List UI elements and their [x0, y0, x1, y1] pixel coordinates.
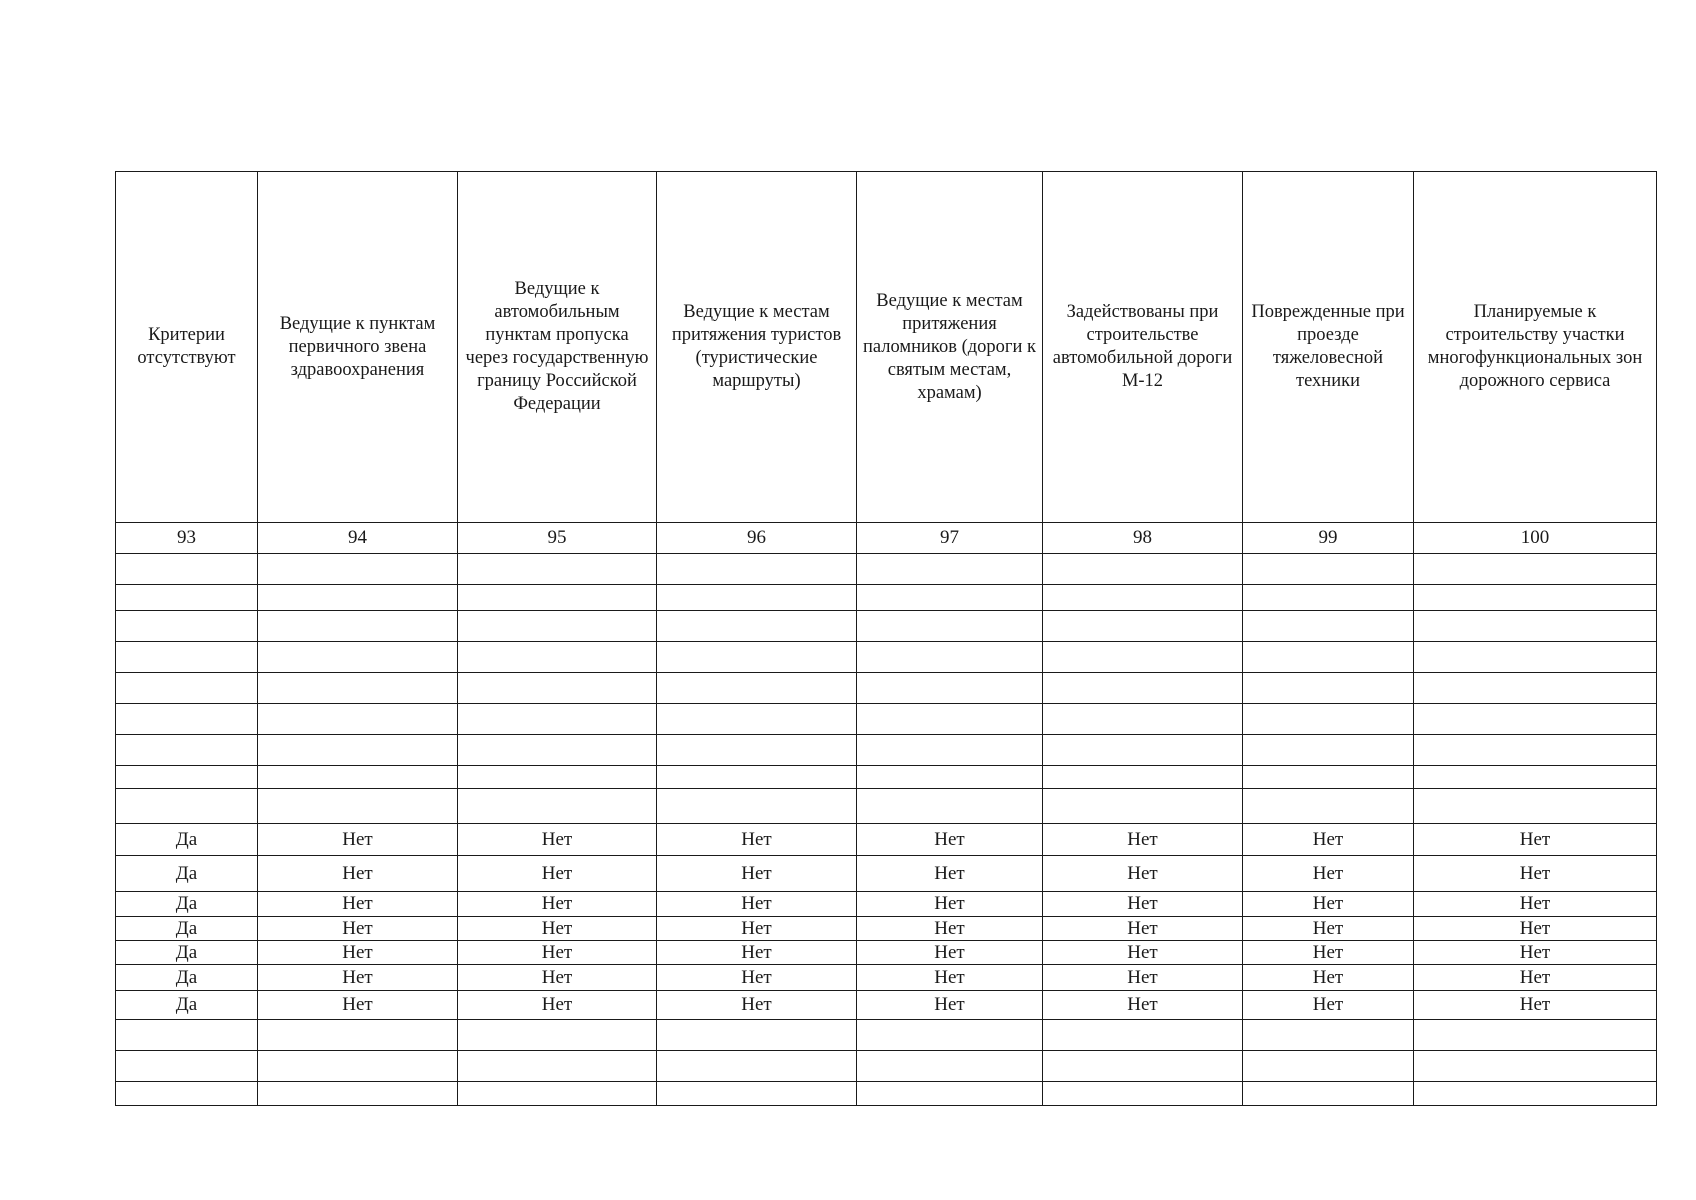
table-cell	[1243, 585, 1414, 611]
column-number-cell: 97	[857, 523, 1043, 554]
table-cell	[258, 585, 458, 611]
table-cell: Нет	[458, 856, 657, 892]
table-cell	[116, 735, 258, 766]
table-cell	[458, 611, 657, 642]
table-row	[116, 1082, 1657, 1106]
table-cell: Нет	[1414, 941, 1657, 965]
table-cell: Нет	[1414, 917, 1657, 941]
table-cell	[657, 1020, 857, 1051]
table-cell: Нет	[1243, 824, 1414, 856]
table-cell: Нет	[458, 892, 657, 917]
table-cell	[1414, 585, 1657, 611]
table-body	[116, 172, 1657, 1106]
table-cell	[1043, 704, 1243, 735]
table-cell: Нет	[1243, 991, 1414, 1020]
table-cell	[458, 766, 657, 789]
table-cell	[1243, 611, 1414, 642]
table-cell	[657, 766, 857, 789]
table-cell	[657, 1082, 857, 1106]
table-cell: Нет	[258, 892, 458, 917]
table-cell: Нет	[458, 917, 657, 941]
table-cell: Нет	[1043, 856, 1243, 892]
table-row	[116, 856, 1657, 892]
table-cell: Нет	[857, 965, 1043, 991]
table-cell: Нет	[657, 941, 857, 965]
table-cell: Нет	[458, 991, 657, 1020]
table-cell	[1243, 735, 1414, 766]
table-cell: Да	[116, 917, 258, 941]
table-row	[116, 917, 1657, 941]
table-cell	[1043, 642, 1243, 673]
table-cell: Нет	[1414, 965, 1657, 991]
table-cell	[1414, 704, 1657, 735]
column-number-cell: 96	[657, 523, 857, 554]
table-cell: Да	[116, 991, 258, 1020]
table-cell	[1043, 1020, 1243, 1051]
table-cell	[258, 554, 458, 585]
table-row	[116, 1051, 1657, 1082]
table-cell	[857, 673, 1043, 704]
table-cell	[657, 611, 857, 642]
table-cell: Нет	[857, 824, 1043, 856]
column-number-cell: 98	[1043, 523, 1243, 554]
table-cell	[1043, 789, 1243, 824]
table-cell	[1243, 704, 1414, 735]
table-cell	[657, 585, 857, 611]
table-cell: Нет	[258, 941, 458, 965]
table-cell	[1043, 1051, 1243, 1082]
table-cell	[1414, 554, 1657, 585]
table-cell	[116, 642, 258, 673]
table-cell: Нет	[1043, 991, 1243, 1020]
table-row	[116, 611, 1657, 642]
table-row	[116, 991, 1657, 1020]
column-number-cell: 94	[258, 523, 458, 554]
table-cell	[1043, 554, 1243, 585]
table-row	[116, 789, 1657, 824]
table-cell: Нет	[857, 941, 1043, 965]
table-cell	[857, 704, 1043, 735]
table-cell: Нет	[1243, 965, 1414, 991]
table-cell: Нет	[1414, 892, 1657, 917]
table-cell: Нет	[657, 917, 857, 941]
table-cell	[116, 766, 258, 789]
table-cell	[258, 789, 458, 824]
header-cell-heavy-vehicle-damage: Поврежденные при проезде тяжеловесной техники	[1243, 172, 1414, 523]
table-cell	[857, 735, 1043, 766]
table-cell: Нет	[258, 856, 458, 892]
table-row	[116, 965, 1657, 991]
table-cell: Да	[116, 856, 258, 892]
table-cell	[116, 1020, 258, 1051]
table-cell: Нет	[1414, 991, 1657, 1020]
table-cell: Нет	[458, 824, 657, 856]
table-cell: Нет	[258, 824, 458, 856]
table-cell	[258, 1020, 458, 1051]
table-cell	[258, 766, 458, 789]
table-cell	[1414, 1082, 1657, 1106]
table-cell	[857, 611, 1043, 642]
table-row	[116, 735, 1657, 766]
table-cell: Нет	[1043, 965, 1243, 991]
table-cell	[258, 735, 458, 766]
column-number-cell: 93	[116, 523, 258, 554]
table-row	[116, 704, 1657, 735]
table-cell	[1414, 766, 1657, 789]
table-cell	[1243, 554, 1414, 585]
table-cell	[1043, 766, 1243, 789]
table-row	[116, 941, 1657, 965]
header-cell-pilgrim-routes: Ведущие к местам притяжения паломников (дороги к святым местам, храмам)	[857, 172, 1043, 523]
header-row	[116, 172, 1657, 523]
table-cell	[1243, 673, 1414, 704]
table-cell: Нет	[258, 965, 458, 991]
table-cell	[258, 1082, 458, 1106]
table-cell	[1043, 585, 1243, 611]
table-cell: Нет	[1414, 824, 1657, 856]
table-cell	[458, 704, 657, 735]
table-cell	[458, 642, 657, 673]
table-cell: Нет	[1043, 892, 1243, 917]
table-row	[116, 766, 1657, 789]
table-cell	[458, 585, 657, 611]
header-cell-tourist-routes: Ведущие к местам притяжения туристов (туристические маршруты)	[657, 172, 857, 523]
table-cell	[1243, 789, 1414, 824]
table-cell	[1043, 735, 1243, 766]
table-row	[116, 642, 1657, 673]
table-cell: Нет	[857, 892, 1043, 917]
table-cell	[258, 642, 458, 673]
table-cell: Нет	[657, 856, 857, 892]
table-cell	[1243, 1051, 1414, 1082]
table-cell: Нет	[1043, 824, 1243, 856]
table-cell: Нет	[1414, 856, 1657, 892]
table-cell	[1043, 673, 1243, 704]
table-cell	[1414, 1051, 1657, 1082]
table-cell	[657, 673, 857, 704]
table-cell	[1043, 611, 1243, 642]
table-cell	[116, 554, 258, 585]
table-cell	[657, 704, 857, 735]
table-cell	[657, 789, 857, 824]
table-cell: Нет	[258, 917, 458, 941]
table-cell	[657, 1051, 857, 1082]
table-cell	[1414, 642, 1657, 673]
table-cell	[116, 585, 258, 611]
table-cell	[458, 735, 657, 766]
table-cell	[458, 1082, 657, 1106]
header-cell-healthcare: Ведущие к пунктам первичного звена здравоохранения	[258, 172, 458, 523]
table-cell: Нет	[258, 991, 458, 1020]
header-cell-service-zones: Планируемые к строительству участки многофункциональных зон дорожного сервиса	[1414, 172, 1657, 523]
criteria-table	[115, 171, 1657, 1106]
table-cell	[857, 1082, 1043, 1106]
table-cell	[258, 673, 458, 704]
table-cell	[458, 554, 657, 585]
column-number-cell: 99	[1243, 523, 1414, 554]
header-cell-m12-construction: Задействованы при строительстве автомобильной дороги М-12	[1043, 172, 1243, 523]
table-cell	[1414, 673, 1657, 704]
table-cell	[657, 554, 857, 585]
table-cell	[1414, 611, 1657, 642]
table-row	[116, 824, 1657, 856]
table-cell: Нет	[857, 991, 1043, 1020]
table-cell: Да	[116, 892, 258, 917]
table-cell: Нет	[1243, 917, 1414, 941]
table-cell	[116, 789, 258, 824]
table-cell: Нет	[458, 941, 657, 965]
table-cell: Нет	[657, 892, 857, 917]
table-cell	[1243, 766, 1414, 789]
table-cell: Нет	[657, 991, 857, 1020]
table-row	[116, 673, 1657, 704]
table-cell	[1043, 1082, 1243, 1106]
table-cell: Да	[116, 965, 258, 991]
table-cell: Нет	[657, 965, 857, 991]
criteria-table-container	[115, 171, 1656, 1106]
table-cell	[116, 673, 258, 704]
table-cell	[1243, 642, 1414, 673]
table-cell	[857, 1051, 1043, 1082]
table-cell: Нет	[657, 824, 857, 856]
table-cell: Нет	[458, 965, 657, 991]
table-cell	[458, 673, 657, 704]
table-cell	[258, 704, 458, 735]
table-cell	[116, 704, 258, 735]
header-cell-border-checkpoints: Ведущие к автомобильным пунктам пропуска через государственную границу Российской Федерации	[458, 172, 657, 523]
table-cell	[258, 611, 458, 642]
table-cell	[857, 585, 1043, 611]
table-cell: Нет	[1243, 892, 1414, 917]
header-cell-criteria-absent: Критерии отсутствуют	[116, 172, 258, 523]
table-cell: Да	[116, 824, 258, 856]
table-cell	[1414, 1020, 1657, 1051]
table-cell: Нет	[1043, 917, 1243, 941]
column-number-cell: 95	[458, 523, 657, 554]
table-cell	[657, 642, 857, 673]
table-cell: Нет	[857, 856, 1043, 892]
column-number-row	[116, 523, 1657, 554]
table-cell	[857, 789, 1043, 824]
table-row	[116, 585, 1657, 611]
table-cell: Нет	[1243, 941, 1414, 965]
table-row	[116, 1020, 1657, 1051]
table-cell: Нет	[857, 917, 1043, 941]
table-cell	[458, 1020, 657, 1051]
table-cell	[116, 611, 258, 642]
table-cell	[458, 789, 657, 824]
table-row	[116, 554, 1657, 585]
table-cell	[857, 554, 1043, 585]
table-cell	[1414, 789, 1657, 824]
table-cell	[657, 735, 857, 766]
table-cell: Да	[116, 941, 258, 965]
table-cell	[116, 1082, 258, 1106]
table-cell	[857, 766, 1043, 789]
table-cell	[116, 1051, 258, 1082]
table-cell: Нет	[1043, 941, 1243, 965]
table-cell: Нет	[1243, 856, 1414, 892]
column-number-cell: 100	[1414, 523, 1657, 554]
table-cell	[1243, 1082, 1414, 1106]
table-row	[116, 892, 1657, 917]
table-cell	[857, 1020, 1043, 1051]
table-cell	[1414, 735, 1657, 766]
table-cell	[857, 642, 1043, 673]
table-cell	[1243, 1020, 1414, 1051]
table-cell	[258, 1051, 458, 1082]
table-cell	[458, 1051, 657, 1082]
